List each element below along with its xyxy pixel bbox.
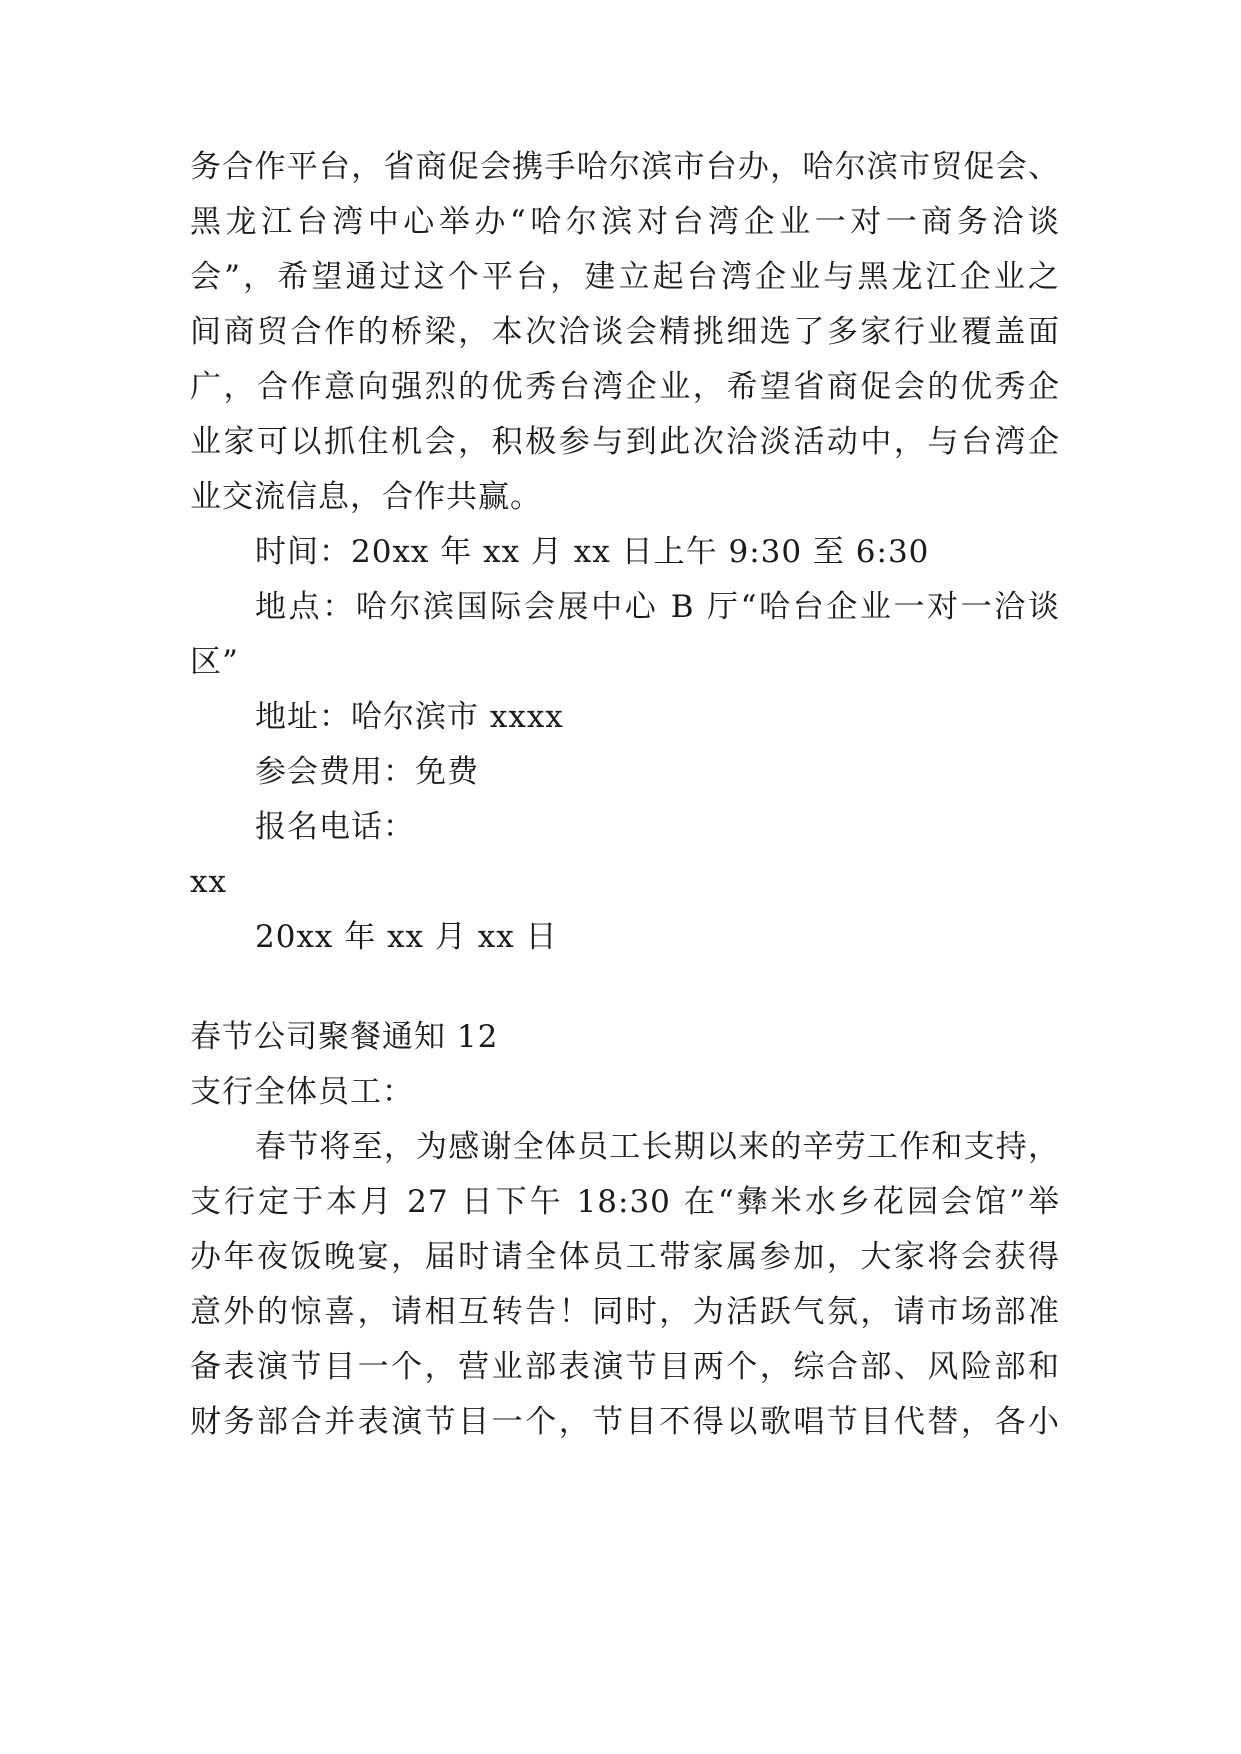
paragraph-line: 支行定于本月 27 日下午 18:30 在“彝米水乡花园会馆”举 xyxy=(190,1184,1060,1220)
paragraph-line: 业家可以抓住机会，积极参与到此次洽淡活动中，与台湾企 xyxy=(190,424,1060,460)
paragraph-line: 务合作平台，省商促会携手哈尔滨市台办，哈尔滨市贸促会、 xyxy=(190,149,1060,185)
date-line: 20xx 年 xx 月 xx 日 xyxy=(255,919,558,955)
paragraph-line: 业交流信息，合作共赢。 xyxy=(190,479,542,515)
paragraph-line: 财务部合并表演节目一个，节目不得以歌唱节目代替，各小 xyxy=(190,1404,1060,1440)
meeting-fee: 参会费用：免费 xyxy=(255,754,479,790)
meeting-location-cont: 区” xyxy=(190,644,239,680)
meeting-time: 时间：20xx 年 xx 月 xx 日上午 9:30 至 6:30 xyxy=(255,534,930,570)
section-title: 春节公司聚餐通知 12 xyxy=(190,1019,499,1055)
paragraph-line: 间商贸合作的桥梁，本次洽谈会精挑细选了多家行业覆盖面 xyxy=(190,314,1060,350)
salutation: 支行全体员工： xyxy=(190,1074,414,1110)
signup-phone: 报名电话： xyxy=(255,809,415,845)
paragraph-line: 春节将至，为感谢全体员工长期以来的辛劳工作和支持， xyxy=(255,1129,1060,1165)
paragraph-line: 广，合作意向强烈的优秀台湾企业，希望省商促会的优秀企 xyxy=(190,369,1060,405)
paragraph-line: 办年夜饭晚宴，届时请全体员工带家属参加，大家将会获得 xyxy=(190,1239,1060,1275)
meeting-address: 地址：哈尔滨市 xxxx xyxy=(255,699,564,735)
meeting-location: 地点：哈尔滨国际会展中心 B 厅“哈台企业一对一洽谈 xyxy=(255,589,1060,625)
paragraph-line: 意外的惊喜，请相互转告！同时，为活跃气氛，请市场部准 xyxy=(190,1294,1060,1330)
paragraph-line: 黑龙江台湾中心举办“哈尔滨对台湾企业一对一商务洽谈 xyxy=(190,204,1060,240)
signature: xx xyxy=(190,864,227,900)
paragraph-line: 备表演节目一个，营业部表演节目两个，综合部、风险部和 xyxy=(190,1349,1060,1385)
paragraph-line: 会”，希望通过这个平台，建立起台湾企业与黑龙江企业之 xyxy=(190,259,1060,295)
